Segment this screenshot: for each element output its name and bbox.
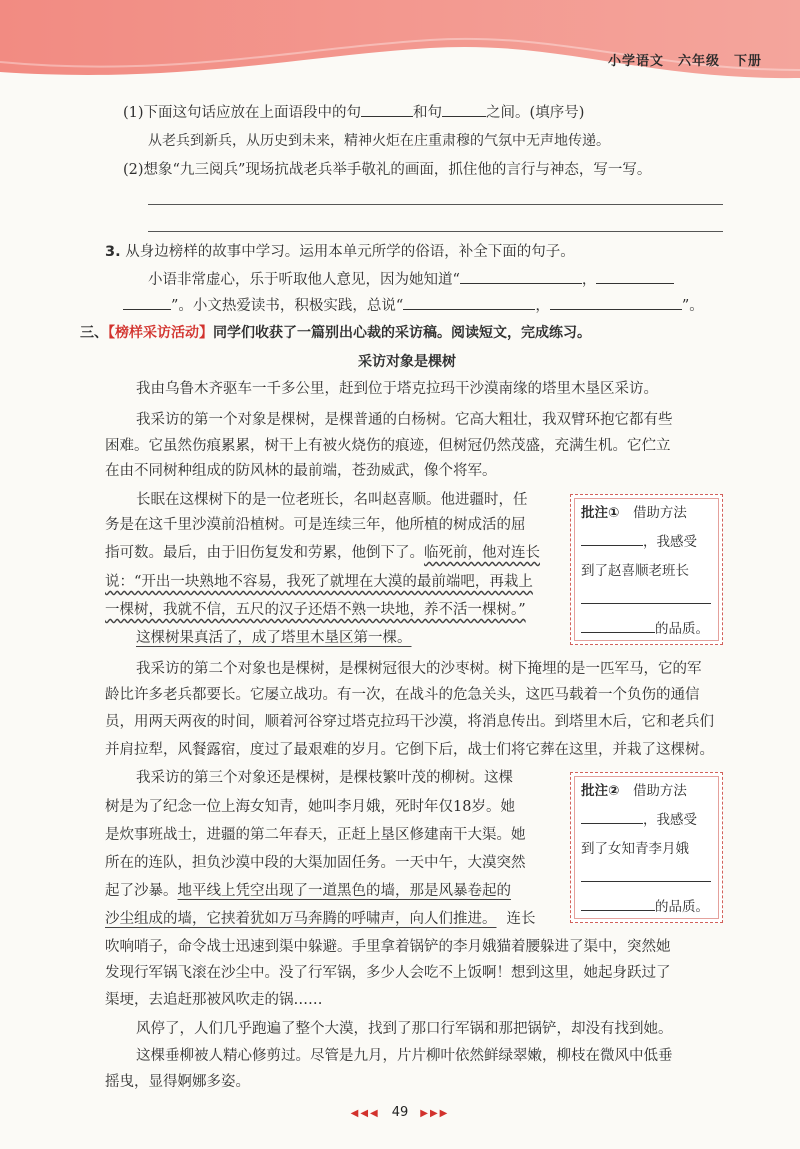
annotation-1-text-3: 到了赵喜顺老班长 [581, 563, 689, 579]
annotation-1-text-4: 的品质。 [655, 621, 709, 637]
annotation-1-row-3 [581, 561, 712, 590]
paragraph-7: 风停了，人们几乎跑遍了整个大漠，找到了那口行军锅和那把锅铲，却没有找到她。 [136, 1021, 673, 1037]
question-3-prompt: 从身边榜样的故事中学习。运用本单元所学的俗语，补全下面的句子。 [125, 244, 575, 260]
book-label: 小学语文 六年级 下册 [607, 54, 762, 69]
paragraph-5-line-3: 员，用两天两夜的时间，顺着河谷穿过塔克拉玛干沙漠，将消息传出。到塔里木后，它和老兵们 [105, 714, 714, 730]
annotation-box-2 [570, 772, 723, 923]
annotation-2-text-1: 借助方法 [632, 783, 687, 799]
proverb-text-2c: ”。 [681, 298, 704, 314]
left-arrows-icon: ◀◀◀ [350, 1108, 380, 1119]
paragraph-3-line-3 [105, 543, 540, 563]
writing-line-2[interactable] [148, 231, 723, 232]
paragraph-6-line-5-text: 起了沙暴。 [105, 883, 178, 899]
paragraph-6-line-5 [105, 881, 511, 901]
proverb-blank-2[interactable] [596, 270, 674, 284]
annotation-1-row-5 [581, 619, 712, 648]
annotation-1-row-1 [581, 503, 712, 532]
annotated-text-2a: 地平线上凭空出现了一道黑色的墙，那是风暴卷起的 [177, 883, 511, 899]
writing-line-1[interactable] [148, 204, 723, 205]
paragraph-3-line-2: 务是在这千里沙漠前沿植树。可是连续三年，他所植的树成活的屈 [105, 517, 526, 533]
annotation-2-row-1 [581, 781, 712, 810]
annotation-1-title: 批注① [581, 505, 620, 521]
paragraph-8-line-1: 这棵垂柳被人精心修剪过。尽管是九月，片片柳叶依然鲜绿翠嫩，柳枝在微风中低垂 [136, 1048, 673, 1064]
question-3-number: 3. [105, 244, 121, 260]
annotation-2-title: 批注② [581, 783, 620, 799]
question-2: (2)想象“九三阅兵”现场抗战老兵举手敬礼的画面，抓住他的言行与神态，写一写。 [123, 162, 652, 178]
section-instruction: 同学们收获了一篇别出心裁的采访稿。阅读短文，完成练习。 [213, 325, 591, 341]
question-3 [105, 242, 575, 262]
paragraph-6-line-8: 发现行军锅飞滚在沙尘中。没了行军锅，多少人会吃不上饭啊！想到这里，她起身跃过了 [105, 965, 671, 981]
annotation-1-blank-3[interactable] [581, 620, 655, 633]
proverb-line-1 [148, 270, 674, 290]
paragraph-3-line-1: 长眠在这棵树下的是一位老班长，名叫赵喜顺。他进疆时，任 [136, 492, 528, 508]
paragraph-5-line-2: 龄比许多老兵都要长。它屡立战功。有一次，在战斗的危急关头，这匹马载着一个负伤的通信 [105, 687, 700, 703]
paragraph-2-line-3: 在由不同树种组成的防风林的最前端，苍劲威武，像个将军。 [105, 463, 497, 479]
annotated-text-1a: 临死前，他对连长 [424, 545, 540, 561]
annotation-2-blank-1[interactable] [581, 811, 643, 824]
page-number: 49 [391, 1105, 409, 1120]
question-1-text-a: (1)下面这句话应放在上面语段中的句 [123, 105, 362, 121]
proverb-blank-5[interactable] [550, 296, 682, 310]
proverb-blank-4[interactable] [403, 296, 535, 310]
annotation-2-row-4 [581, 868, 712, 897]
annotated-text-1b: 说：“开出一块熟地不容易，我死了就埋在大漠的最前端吧，再栽上 [105, 574, 533, 590]
proverb-blank-1[interactable] [460, 270, 582, 284]
annotation-1-blank-1[interactable] [581, 533, 643, 546]
proverb-text-1: 小语非常虚心，乐于听取他人意见，因为她知道“ [148, 272, 460, 288]
paragraph-3-line-3-text: 指可数。最后，由于旧伤复发和劳累，他倒下了。 [105, 545, 424, 561]
proverb-comma: ， [581, 272, 597, 288]
paragraph-5-line-4: 并肩拉犁，风餐露宿，度过了最艰难的岁月。它倒下后，战士们将它葬在这里，并栽了这棵树。 [105, 742, 714, 758]
paragraph-6-line-1: 我采访的第三个对象还是棵树，是棵枝繁叶茂的柳树。这棵 [136, 770, 513, 786]
annotation-2-blank-2[interactable] [581, 869, 711, 882]
annotated-text-1c: 一棵树，我就不信，五尺的汉子还焐不熟一块地，养不活一棵树。” [105, 602, 526, 618]
paragraph-6-line-6-end: 连长 [506, 911, 536, 927]
page-footer [0, 1105, 800, 1120]
answer-blank-2[interactable] [442, 103, 486, 117]
paragraph-6-line-7: 吹响哨子，命令战士迅速到渠中躲避。手里拿着锅铲的李月娥猫着腰躲进了渠中，突然她 [105, 939, 671, 955]
paragraph-6-line-9: 渠埂，去追赶那被风吹走的锅…… [105, 992, 323, 1008]
paragraph-5-line-1: 我采访的第二个对象也是棵树，是棵树冠很大的沙枣树。树下掩埋的是一匹军马，它的军 [136, 661, 702, 677]
annotated-text-2b: 沙尘组成的墙，它挟着犹如万马奔腾的呼啸声，向人们推进。 [105, 911, 497, 927]
section-number: 三、 [80, 325, 108, 341]
question-1 [123, 103, 584, 123]
paragraph-8-line-2: 摇曳，显得婀娜多姿。 [105, 1074, 250, 1090]
paragraph-2-line-2: 困难。它虽然伤痕累累，树干上有被火烧伤的痕迹，但树冠仍然茂盛，充满生机。它伫立 [105, 438, 671, 454]
annotation-1-row-4 [581, 590, 712, 619]
article-title: 采访对象是棵树 [358, 354, 456, 370]
answer-blank-1[interactable] [361, 103, 413, 117]
annotation-2-text-2: ，我感受 [643, 812, 697, 828]
annotation-2-text-3: 到了女知青李月娥 [581, 841, 689, 857]
annotation-2-text-4: 的品质。 [655, 899, 709, 915]
activity-tag: 【榜样采访活动】 [108, 325, 213, 341]
annotation-1-blank-2[interactable] [581, 591, 711, 604]
annotation-1-text-1: 借助方法 [632, 505, 687, 521]
proverb-text-2a: ”。小文热爱读书，积极实践，总说“ [171, 298, 404, 314]
paragraph-2-line-1: 我采访的第一个对象是棵树，是棵普通的白杨树。它高大粗壮，我双臂环抱它都有些 [136, 412, 673, 428]
annotation-box-1 [570, 494, 723, 645]
right-arrows-icon: ▶▶▶ [420, 1108, 450, 1119]
proverb-comma-2: ， [535, 298, 550, 314]
annotation-2-row-5 [581, 897, 712, 926]
question-1-text-b: 和句 [413, 105, 443, 121]
paragraph-1: 我由乌鲁木齐驱车一千多公里，赶到位于塔克拉玛干沙漠南缘的塔里木垦区采访。 [136, 381, 658, 397]
annotation-1-row-2 [581, 532, 712, 561]
paragraph-4: 这棵树果真活了，成了塔里木垦区第一棵。 [136, 630, 412, 646]
annotation-2-row-3 [581, 839, 712, 868]
question-1-text-c: 之间。(填序号) [486, 105, 585, 121]
paragraph-6-line-3: 是炊事班战士，进疆的第二年春天，正赶上垦区修建南干大渠。她 [105, 827, 526, 843]
annotation-2-row-2 [581, 810, 712, 839]
proverb-blank-3[interactable] [123, 296, 171, 310]
proverb-line-2 [123, 296, 704, 316]
paragraph-6-line-2: 树是为了纪念一位上海女知青，她叫李月娥，死时年仅18岁。她 [105, 799, 515, 815]
annotation-2-blank-3[interactable] [581, 898, 655, 911]
section-3-heading [80, 323, 591, 343]
annotation-1-text-2: ，我感受 [643, 534, 697, 550]
paragraph-6-line-4: 所在的连队，担负沙漠中段的大渠加固任务。一天中午，大漠突然 [105, 855, 526, 871]
paragraph-6-line-6 [105, 909, 536, 929]
inserted-sentence: 从老兵到新兵，从历史到未来，精神火炬在庄重肃穆的气氛中无声地传递。 [148, 133, 610, 149]
